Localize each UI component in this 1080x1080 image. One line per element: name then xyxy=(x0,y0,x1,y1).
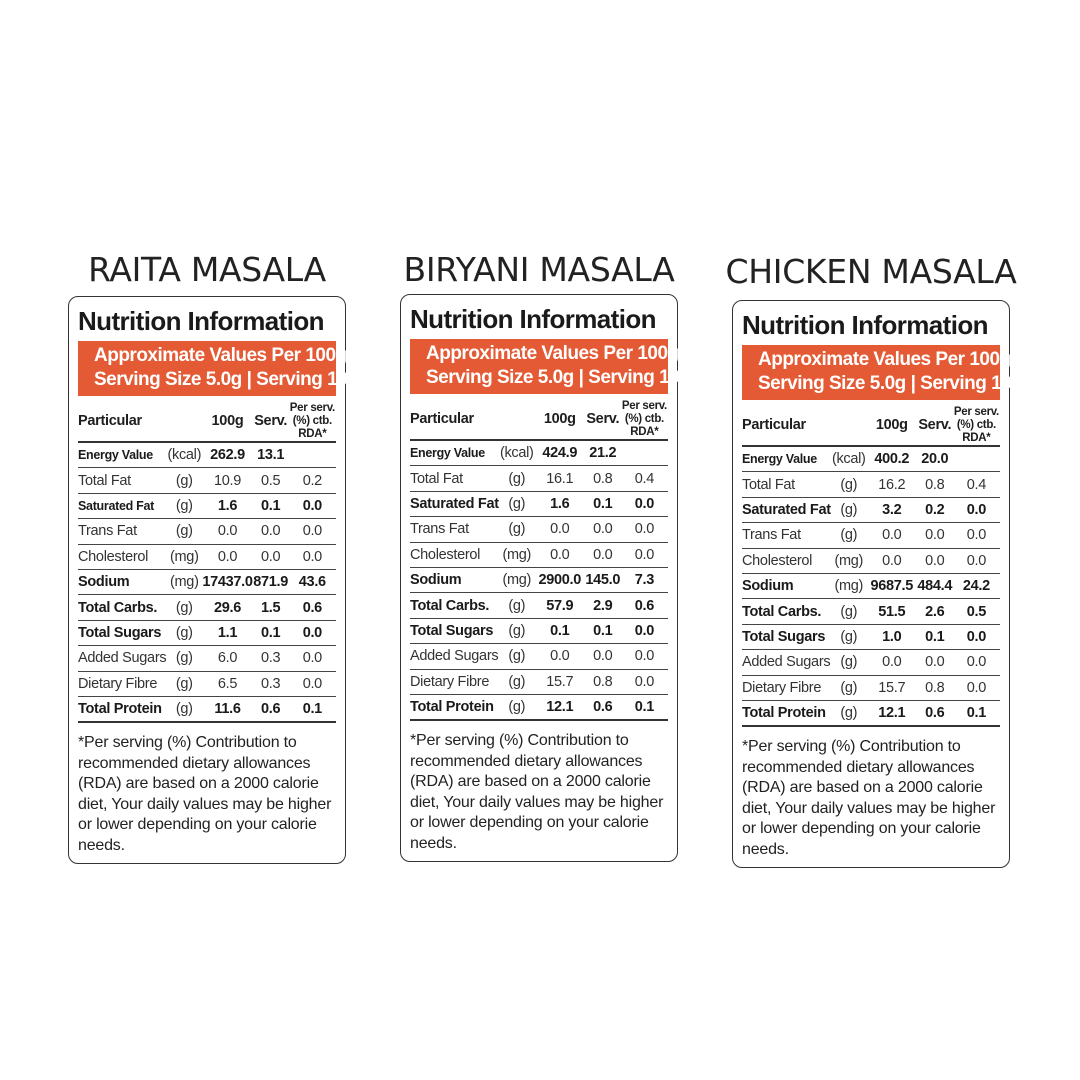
nutrition-table xyxy=(410,399,668,721)
col-100g: 100g xyxy=(543,411,576,427)
table-row: Added Sugars (g) 0.0 0.0 0.0 xyxy=(742,650,1000,675)
table-row: Total Protein (g) 11.6 0.6 0.1 xyxy=(78,696,336,722)
table-row: Total Protein (g) 12.1 0.6 0.1 xyxy=(410,694,668,720)
table-row: Saturated Fat (g) 3.2 0.2 0.0 xyxy=(742,497,1000,522)
product-title: RAITA MASALA xyxy=(88,250,326,289)
table-row: Trans Fat (g) 0.0 0.0 0.0 xyxy=(742,523,1000,548)
table-row: Cholesterol (mg) 0.0 0.0 0.0 xyxy=(410,542,668,567)
table-row: Saturated Fat (g) 1.6 0.1 0.0 xyxy=(410,491,668,516)
table-row: Energy Value (kcal) 424.9 21.2 xyxy=(410,440,668,466)
panel-heading: Nutrition Information xyxy=(78,306,324,336)
rda-footnote: *Per serving (%) Contribution to recommended dietary allowances (RDA) are based on a 2000 calorie diet, Your daily values may be higher or lower depending on your calorie needs. xyxy=(742,738,996,858)
product-title: BIRYANI MASALA xyxy=(403,250,675,289)
table-header-row xyxy=(410,399,668,440)
col-serv: Serv. xyxy=(918,417,952,433)
approx-line-1: Approximate Values Per 100g xyxy=(94,345,347,366)
approx-line-2: Serving Size 5.0g | Serving 10 xyxy=(94,369,348,390)
table-row: Added Sugars (g) 6.0 0.3 0.0 xyxy=(78,646,336,671)
col-100g: 100g xyxy=(211,413,244,429)
nutrition-panel xyxy=(732,300,1010,868)
approx-values-banner xyxy=(742,345,1012,400)
table-row: Total Carbs. (g) 51.5 2.6 0.5 xyxy=(742,599,1000,624)
approx-values-banner xyxy=(410,339,680,394)
nutrition-panel xyxy=(68,296,346,864)
table-row: Added Sugars (g) 0.0 0.0 0.0 xyxy=(410,644,668,669)
col-rda: Per serv. (%) ctb. RDA* xyxy=(289,401,335,440)
table-row: Sodium (mg) 2900.0 145.0 7.3 xyxy=(410,567,668,592)
table-row: Saturated Fat (g) 1.6 0.1 0.0 xyxy=(78,493,336,518)
nutrition-panel xyxy=(400,294,678,862)
table-row: Dietary Fibre (g) 15.7 0.8 0.0 xyxy=(410,669,668,694)
col-particular: Particular xyxy=(78,413,142,429)
col-serv: Serv. xyxy=(254,413,288,429)
panel-heading: Nutrition Information xyxy=(410,304,656,334)
table-row: Total Sugars (g) 1.1 0.1 0.0 xyxy=(78,620,336,645)
product-title: CHICKEN MASALA xyxy=(725,252,1017,291)
table-row: Sodium (mg) 17437.0 871.9 43.6 xyxy=(78,569,336,594)
table-row: Total Fat (g) 16.1 0.8 0.4 xyxy=(410,466,668,491)
table-row: Total Sugars (g) 1.0 0.1 0.0 xyxy=(742,624,1000,649)
approx-line-2: Serving Size 5.0g | Serving 10 xyxy=(758,373,1012,394)
table-header-row xyxy=(78,401,336,442)
nutrition-table xyxy=(742,405,1000,727)
table-row: Cholesterol (mg) 0.0 0.0 0.0 xyxy=(78,544,336,569)
rda-footnote: *Per serving (%) Contribution to recommended dietary allowances (RDA) are based on a 2000 calorie diet, Your daily values may be higher or lower depending on your calorie needs. xyxy=(78,734,332,854)
col-100g: 100g xyxy=(875,417,908,433)
table-row: Total Carbs. (g) 57.9 2.9 0.6 xyxy=(410,593,668,618)
col-particular: Particular xyxy=(742,417,806,433)
col-serv: Serv. xyxy=(586,411,620,427)
table-row: Energy Value (kcal) 262.9 13.1 xyxy=(78,442,336,468)
table-row: Dietary Fibre (g) 15.7 0.8 0.0 xyxy=(742,675,1000,700)
table-row: Trans Fat (g) 0.0 0.0 0.0 xyxy=(410,517,668,542)
panel-heading: Nutrition Information xyxy=(742,310,988,340)
approx-line-1: Approximate Values Per 100g xyxy=(758,349,1011,370)
approx-line-1: Approximate Values Per 100g xyxy=(426,343,679,364)
approx-values-banner xyxy=(78,341,348,396)
table-header-row xyxy=(742,405,1000,446)
nutrition-table xyxy=(78,401,336,723)
table-row: Cholesterol (mg) 0.0 0.0 0.0 xyxy=(742,548,1000,573)
table-row: Trans Fat (g) 0.0 0.0 0.0 xyxy=(78,519,336,544)
table-row: Energy Value (kcal) 400.2 20.0 xyxy=(742,446,1000,472)
table-row: Total Fat (g) 10.9 0.5 0.2 xyxy=(78,468,336,493)
table-row: Sodium (mg) 9687.5 484.4 24.2 xyxy=(742,573,1000,598)
table-row: Total Sugars (g) 0.1 0.1 0.0 xyxy=(410,618,668,643)
approx-line-2: Serving Size 5.0g | Serving 10 xyxy=(426,367,680,388)
table-row: Total Protein (g) 12.1 0.6 0.1 xyxy=(742,700,1000,726)
col-rda: Per serv. (%) ctb. RDA* xyxy=(953,405,999,444)
table-row: Total Fat (g) 16.2 0.8 0.4 xyxy=(742,472,1000,497)
rda-footnote: *Per serving (%) Contribution to recommended dietary allowances (RDA) are based on a 2000 calorie diet, Your daily values may be higher or lower depending on your calorie needs. xyxy=(410,732,664,852)
col-particular: Particular xyxy=(410,411,474,427)
table-row: Dietary Fibre (g) 6.5 0.3 0.0 xyxy=(78,671,336,696)
table-row: Total Carbs. (g) 29.6 1.5 0.6 xyxy=(78,595,336,620)
col-rda: Per serv. (%) ctb. RDA* xyxy=(621,399,667,438)
